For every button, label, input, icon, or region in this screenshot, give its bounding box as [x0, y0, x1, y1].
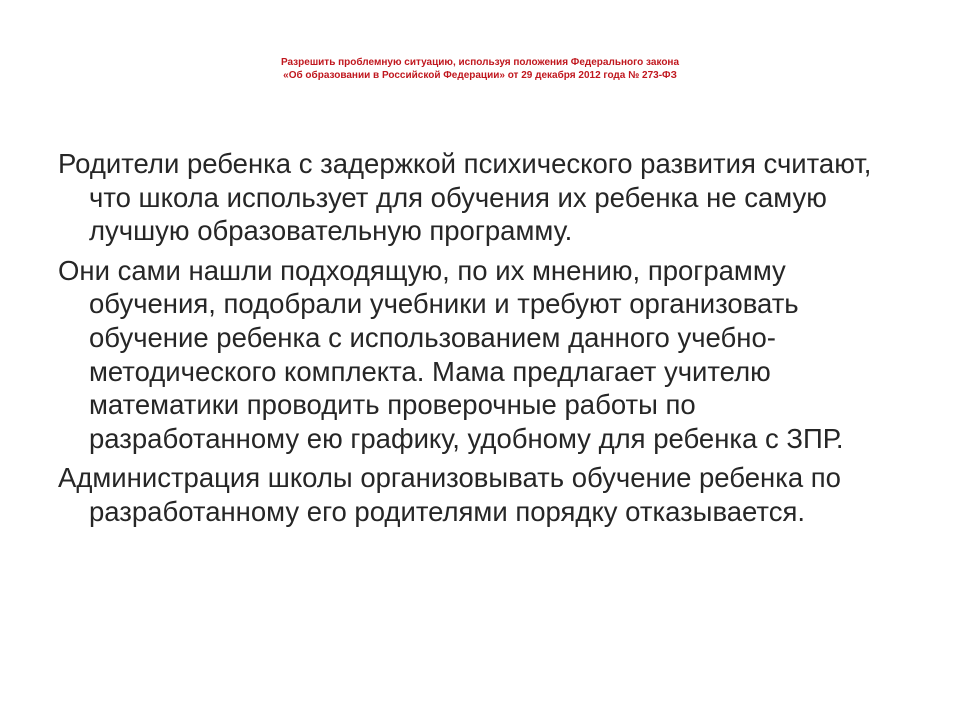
slide-title	[120, 56, 840, 82]
slide-title-line-2: «Об образовании в Российской Федерации» от 29 декабря 2012 года № 273-ФЗ	[283, 70, 677, 81]
body-paragraph-administration: Администрация школы организовывать обучение ребенка по разработанному его родителями порядку отказывается.	[58, 462, 841, 527]
slide-title-line-1: Разрешить проблемную ситуацию, используя положения Федерального закона	[280, 57, 680, 68]
slide-body	[58, 147, 908, 535]
body-paragraph-parents: Родители ребенка с задержкой психического развития считают, что школа использует для обучения их ребенка не самую лучшую образовательную программу.	[58, 148, 872, 247]
body-paragraph-requirements: Они сами нашли подходящую, по их мнению, программу обучения, подобрали учебники и требуют организовать обучение ребенка с использованием данного учебно-методического комплекта. Мама предлагает учителю математики проводить проверочные работы по разработанному ею графику, удобному для ребенка с ЗПР.	[58, 254, 844, 454]
